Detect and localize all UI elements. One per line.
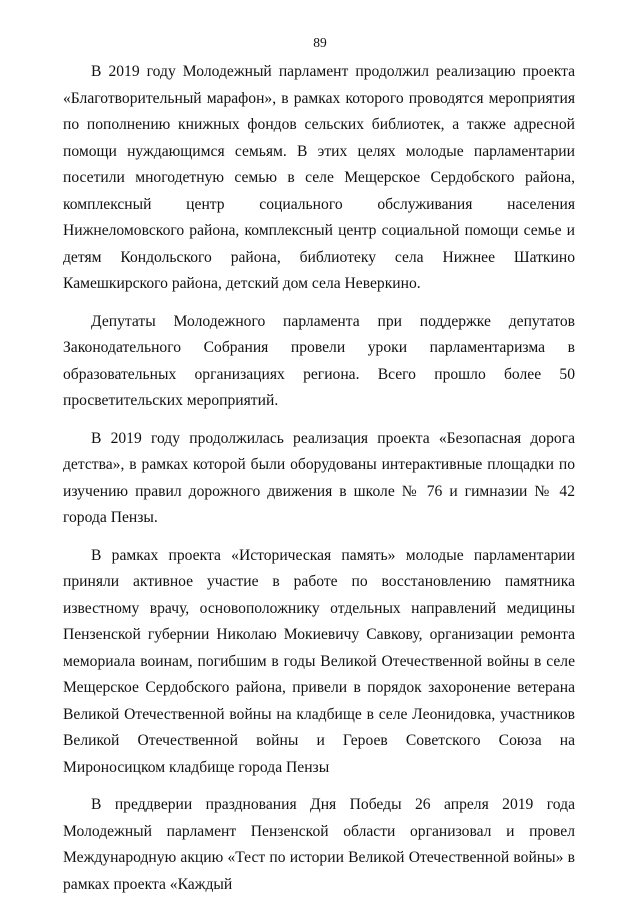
paragraph-victory-day-test: В преддверии празднования Дня Победы 26 апреля 2019 года Молодежный парламент Пензенской области организовал и провел Международную акцию «Тест по истории Великой Отечественной войны» в рамках проекта «Каждый [63,796,575,893]
paragraph-safe-road: В 2019 году продолжилась реализация проекта «Безопасная дорога детства», в рамках которой были оборудованы интерактивные площадки по изучению правил дорожного движения в школе № 76 и гимназии № 42 города Пензы. [63,429,575,526]
paragraph-historical-memory: В рамках проекта «Историческая память» молодые парламентарии приняли активное участие в работе по восстановлению памятника известному врачу, основоположнику отдельных направлений медицины Пензенской губернии Николаю Мокиевичу Савкову, организации ремонта мемориала воинам, погибшим в годы Великой Отечественной войны в селе Мещерское Сердобского района, привели в порядок захоронение ветерана Великой Отечественной войны на кладбище в селе Леонидовка, участников Великой Отечественной войны и Героев Советского Союза на Мироносицком кладбище города Пензы [63,546,575,776]
document-body [63,59,575,909]
paragraph-parliamentarism-lessons: Депутаты Молодежного парламента при поддержке депутатов Законодательного Собрания провели уроки парламентаризма в образовательных организациях региона. Всего прошло более 50 просветительских мероприятий. [63,312,575,409]
page-number: 89 [313,35,327,50]
paragraph-charity-marathon: В 2019 году Молодежный парламент продолжил реализацию проекта «Благотворительный марафон», в рамках которого проводятся мероприятия по пополнению книжных фондов сельских библиотек, а также адресной помощи нуждающимся семьям. В этих целях молодые парламентарии посетили многодетную семью в селе Мещерское Сердобского района, комплексный центр социального обслуживания населения Нижнеломовского района, комплексный центр социальной помощи семье и детям Кондольского района, библиотеку села Нижнее Шаткино Камешкирского района, детский дом села Неверкино. [63,63,575,292]
